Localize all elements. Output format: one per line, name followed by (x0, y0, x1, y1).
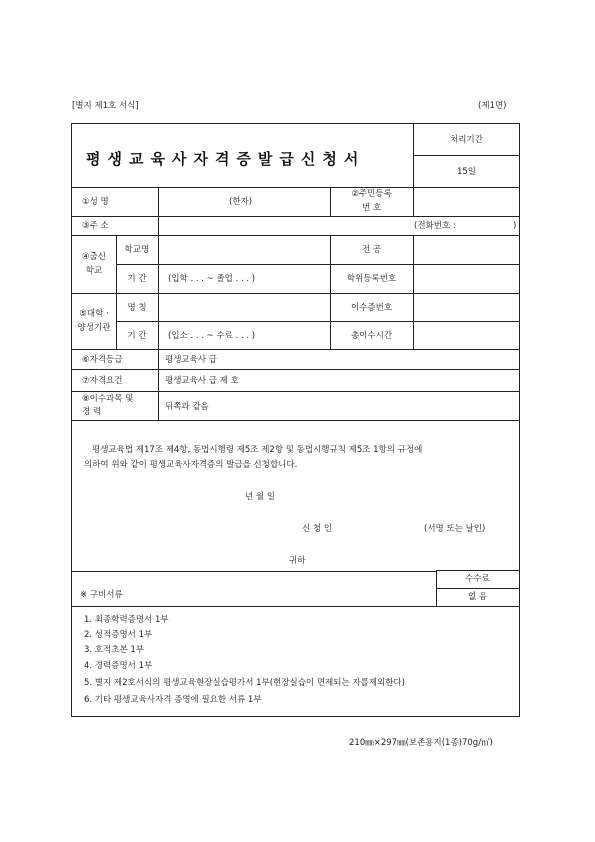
institution-label: ⑤대학 · (79, 309, 109, 319)
total-hours-label: 총이수시간 (350, 331, 393, 341)
institution-name-field[interactable] (160, 295, 328, 319)
address-label: ③주 소 (82, 221, 109, 231)
school-label: ④출신 (81, 252, 107, 262)
phone-close: ) (513, 221, 517, 231)
school-name-field[interactable] (160, 237, 328, 262)
statement-line-1: 평생교육법 제17조 제4항, 동법시행령 제5조 제2항 및 동법시행규칙 제5조 1항의 규정에 (92, 445, 423, 455)
rrn-label-2: 번 호 (361, 203, 382, 213)
fee-value: 없 음 (467, 592, 488, 602)
completion-no-label: 이수증번호 (350, 303, 393, 313)
school-period-label: 기 간 (127, 274, 147, 284)
statement-line-2: 의하여 위와 같이 평생교육사자격증의 발급을 신청합니다. (84, 460, 298, 470)
school-period-value: (입학 . . . ~ 졸업 . . . ) (168, 274, 256, 284)
document-item: 4. 경력증명서 1부 (84, 661, 153, 671)
name-hanja-label: (한자) (229, 197, 253, 207)
courses-label: ⑧이수과목 및 (82, 394, 134, 404)
school-name-label: 학교명 (124, 245, 150, 255)
required-documents-label: ※ 구비서류 (80, 590, 123, 600)
applicant-label: 신 청 인 (302, 524, 333, 534)
page-number: (제1면) (478, 101, 507, 111)
major-label: 전 공 (361, 245, 382, 255)
document-item: 6. 기타 평생교육사자격 증명에 필요한 서류 1부 (84, 695, 262, 705)
signature-label: (서명 또는 날인) (424, 524, 486, 534)
form-id: [별지 제1호 서식] (72, 101, 139, 111)
rrn-field[interactable] (415, 189, 518, 214)
courses-value: 뒤쪽과 같음 (165, 402, 209, 412)
requirement-label: ⑦자격요건 (82, 376, 123, 386)
degree-reg-label: 학위등록번호 (346, 274, 397, 284)
name-field[interactable] (160, 189, 328, 214)
courses-label-2: 경 력 (82, 407, 102, 417)
rrn-label: ②주민등록 (351, 189, 392, 199)
major-field[interactable] (415, 237, 518, 262)
addressee-label: 귀하 (289, 556, 306, 566)
processing-period-value: 15일 (456, 167, 477, 177)
application-form (71, 123, 520, 717)
school-label-2: 학교 (85, 266, 103, 276)
institution-name-label: 명 칭 (127, 303, 147, 313)
document-item: 1. 최종학력증명서 1부 (84, 615, 169, 625)
address-field[interactable] (160, 217, 390, 234)
page-title: 평생교육사자격증발급신청서 (86, 150, 366, 168)
paper-spec-footer: 210㎜×297㎜(보존용지(1종)70g/㎡) (349, 738, 493, 748)
application-date: 년 월 일 (245, 492, 276, 502)
document-item: 3. 호적초본 1부 (84, 645, 144, 655)
institution-label-2: 양성기관 (77, 323, 111, 333)
phone-label: (전화번호 : (414, 221, 456, 231)
institution-period-label: 기 간 (127, 331, 147, 341)
processing-period-label: 처리기간 (450, 135, 483, 145)
document-item: 5. 별지 제2호서식의 평생교육현장실습평가서 1부(현장실습이 면제되는 자를제외한다) (84, 678, 405, 688)
fee-label: 수수료 (465, 574, 490, 584)
name-label: ①성 명 (82, 197, 109, 207)
completion-no-field[interactable] (415, 295, 518, 319)
grade-label: ⑥자격등급 (82, 355, 123, 365)
total-hours-field[interactable] (415, 323, 518, 347)
document-item: 2. 성적증명서 1부 (84, 630, 153, 640)
degree-reg-field[interactable] (415, 266, 518, 291)
institution-period-value: (입소 . . . ~ 수료 . . . ) (168, 331, 256, 341)
grade-value: 평생교육사 급 (165, 355, 217, 365)
requirement-value: 평생교육사 급 제 호 (165, 376, 239, 386)
